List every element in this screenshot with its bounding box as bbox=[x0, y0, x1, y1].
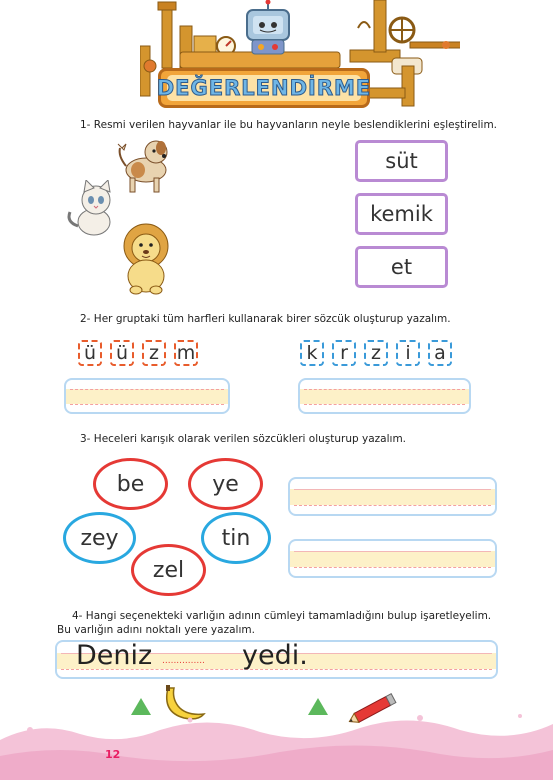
letter-tile: z bbox=[142, 340, 166, 366]
lion-icon bbox=[116, 222, 178, 296]
option-box-3[interactable] bbox=[355, 246, 448, 288]
letter-group-2 bbox=[300, 340, 452, 366]
letter-tile: a bbox=[428, 340, 452, 366]
letter-tile: m bbox=[174, 340, 198, 366]
question-2-text: 2- Her gruptaki tüm harfleri kullanarak birer sözcük oluşturup yazalım. bbox=[80, 313, 451, 325]
question-3-text: 3- Heceleri karışık olarak verilen sözcükleri oluşturup yazalım. bbox=[80, 433, 407, 445]
answer-line-2a[interactable] bbox=[64, 378, 230, 414]
option-label: süt bbox=[385, 149, 418, 173]
letter-tile: z bbox=[364, 340, 388, 366]
page-title: DEĞERLENDİRME bbox=[156, 76, 372, 100]
title-banner-inner bbox=[156, 75, 372, 101]
question-1-text: 1- Resmi verilen hayvanlar ile bu hayvanların neyle beslendiklerini eşleştirelim. bbox=[80, 119, 498, 131]
syllable-label: tin bbox=[221, 525, 251, 551]
letter-tile: r bbox=[332, 340, 356, 366]
question-4-text-line2: Bu varlığın adını noktalı yere yazalım. bbox=[57, 624, 255, 636]
letter-tile: ü bbox=[78, 340, 102, 366]
option-box-2[interactable] bbox=[355, 193, 448, 235]
syllable-bubble bbox=[188, 458, 263, 510]
sentence-start: Deniz bbox=[76, 640, 153, 671]
option-label: kemik bbox=[370, 202, 433, 226]
syllable-bubble bbox=[63, 512, 136, 564]
answer-line-2b[interactable] bbox=[298, 378, 471, 414]
answer-line-3b[interactable] bbox=[288, 539, 497, 578]
letter-tile: i bbox=[396, 340, 420, 366]
page-number: 12 bbox=[105, 748, 121, 761]
syllable-bubble bbox=[201, 512, 271, 564]
footer-paint-splash bbox=[0, 700, 553, 780]
syllable-label: zel bbox=[152, 557, 185, 583]
letter-group-1 bbox=[78, 340, 198, 366]
letter-tile: k bbox=[300, 340, 324, 366]
syllable-label: be bbox=[116, 471, 145, 497]
syllable-bubble bbox=[131, 544, 206, 596]
syllable-label: ye bbox=[212, 471, 239, 497]
syllable-label: zey bbox=[80, 525, 119, 551]
option-label: et bbox=[390, 255, 413, 279]
question-4-text-line1: 4- Hangi seçenekteki varlığın adının cümleyi tamamladığını bulup işaretleyelim. bbox=[72, 610, 492, 622]
option-box-1[interactable] bbox=[355, 140, 448, 182]
title-banner bbox=[158, 68, 370, 108]
answer-line-3a[interactable] bbox=[288, 477, 497, 516]
syllable-bubble bbox=[93, 458, 168, 510]
sentence-blank[interactable]: ............... bbox=[162, 656, 205, 666]
letter-tile: ü bbox=[110, 340, 134, 366]
sentence-end: yedi. bbox=[242, 640, 308, 671]
